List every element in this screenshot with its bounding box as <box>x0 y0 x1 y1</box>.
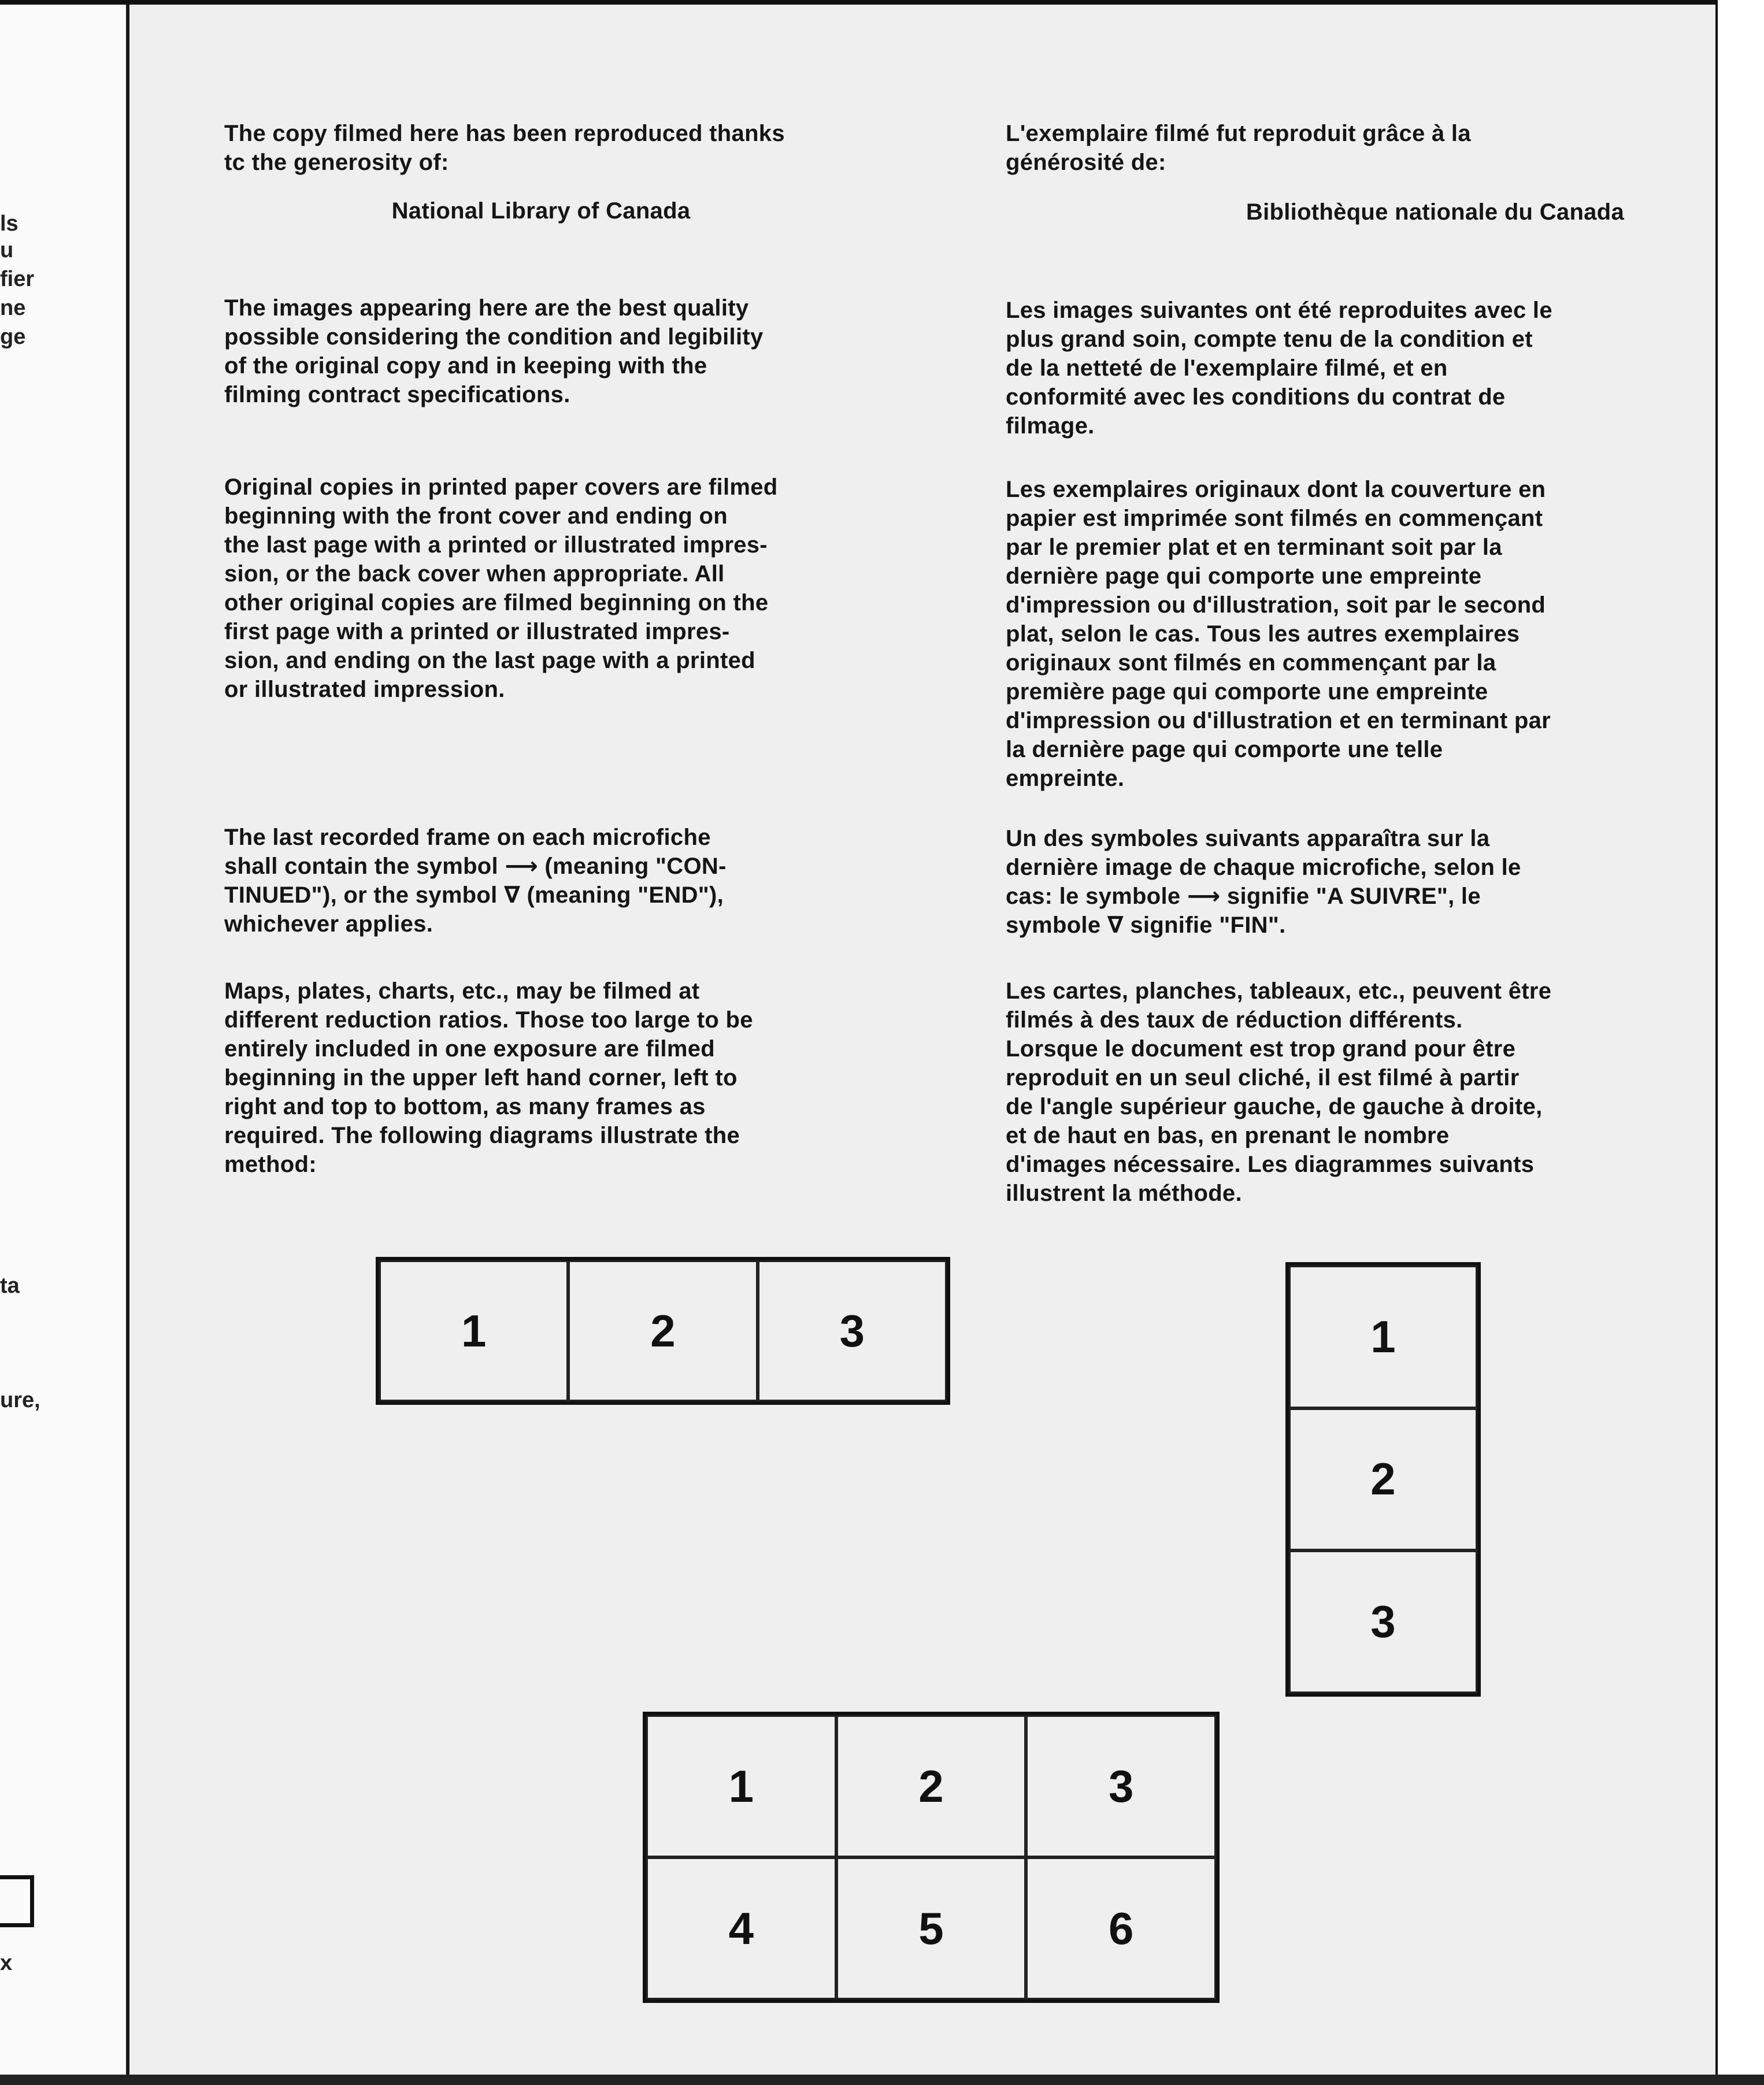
edge-fragment: ge <box>0 325 26 349</box>
en-covers-paragraph: Original copies in printed paper covers are filmed beginning with the front cover and ending on the last page with a printed or illustrated impres- sion, or the back cover when appropriate. All other original copies are filmed beginning on the first page with a printed or illustrated impres- sion, and ending on the last page with a printed or illustrated impression. <box>224 474 778 702</box>
edge-fragment: ure, <box>0 1388 40 1412</box>
frame-cell: 2 <box>1289 1408 1477 1551</box>
frame-cell: 2 <box>836 1715 1026 1857</box>
frame-cell: 5 <box>836 1857 1026 1999</box>
edge-fragment: ta <box>0 1274 20 1298</box>
frame-cell: 3 <box>758 1260 947 1401</box>
fr-quality-paragraph: Les images suivantes ont été reproduites avec le plus grand soin, compte tenu de la condition et de la netteté de l'exemplaire filmé, et en conformité avec les conditions du contrat de filmage. <box>1006 298 1552 439</box>
frame-cell: 4 <box>646 1857 836 1999</box>
diagram-horizontal-three-frames <box>376 1257 950 1405</box>
en-symbols-paragraph: The last recorded frame on each microfiche shall contain the symbol ⟶ (meaning "CON- TINUED"), or the symbol ∇ (meaning "END"), whichever applies. <box>224 825 727 937</box>
frame-cell: 6 <box>1026 1857 1216 1999</box>
fr-symbols-paragraph: Un des symboles suivants apparaîtra sur la dernière image de chaque microfiche, selon le cas: le symbole ⟶ signifie "A SUIVRE", le symbole ∇ signifie "FIN". <box>1006 826 1521 938</box>
frame-cell: 1 <box>1289 1266 1477 1408</box>
edge-fragment: fier <box>0 267 35 291</box>
bottom-border <box>0 2075 1764 2085</box>
edge-fragment: u <box>0 238 14 262</box>
frame-cell: 1 <box>379 1260 568 1401</box>
en-thanks-paragraph: The copy filmed here has been reproduced thanks tc the generosity of: <box>224 121 785 175</box>
right-margin <box>1715 0 1764 2085</box>
frame-cell: 1 <box>646 1715 836 1857</box>
previous-page-strip <box>0 0 129 2075</box>
right-border <box>1715 0 1718 2085</box>
en-maps-paragraph: Maps, plates, charts, etc., may be filmed at different reduction ratios. Those too large to be entirely included in one exposure are filmed beginning in the upper left hand corner, left to right and top to bottom, as many frames as required. The following diagrams illustrate the method: <box>224 978 753 1177</box>
fr-covers-paragraph: Les exemplaires originaux dont la couverture en papier est imprimée sont filmés en commençant par le premier plat et en terminant soit par la dernière page qui comporte une empreinte d'impression ou d'illustration, soit par le second plat, selon le cas. Tous les autres exemplaires originaux sont filmés en commençant par la première page qui comporte une empreinte d'impression ou d'illustration et en terminant par la dernière page qui comporte une telle empreinte. <box>1006 477 1551 791</box>
top-border <box>0 0 1764 5</box>
en-library-name: National Library of Canada <box>391 198 691 224</box>
edge-fragment: ls <box>0 212 18 236</box>
fr-library-name: Bibliothèque nationale du Canada <box>1246 199 1624 225</box>
fr-maps-paragraph: Les cartes, planches, tableaux, etc., peuvent être filmés à des taux de réduction différents. Lorsque le document est trop grand pour être reproduit en un seul cliché, il est filmé à partir de l'angle supérieur gauche, de gauche à droite, et de haut en bas, en prenant le nombre d'images nécessaire. Les diagrammes suivants illustrent la méthode. <box>1006 978 1552 1206</box>
fr-thanks-paragraph: L'exemplaire filmé fut reproduit grâce à la générosité de: <box>1006 121 1471 175</box>
edge-box-fragment <box>0 1875 34 1927</box>
frame-cell: 2 <box>568 1260 757 1401</box>
diagram-vertical-three-frames <box>1285 1262 1481 1697</box>
edge-fragment: x <box>0 1951 13 1975</box>
frame-cell: 3 <box>1289 1550 1477 1693</box>
frame-cell: 3 <box>1026 1715 1216 1857</box>
edge-fragment: ne <box>0 296 26 320</box>
en-quality-paragraph: The images appearing here are the best quality possible considering the condition and legibility of the original copy and in keeping with the filming contract specifications. <box>224 295 764 407</box>
diagram-six-frame-grid <box>643 1712 1220 2003</box>
